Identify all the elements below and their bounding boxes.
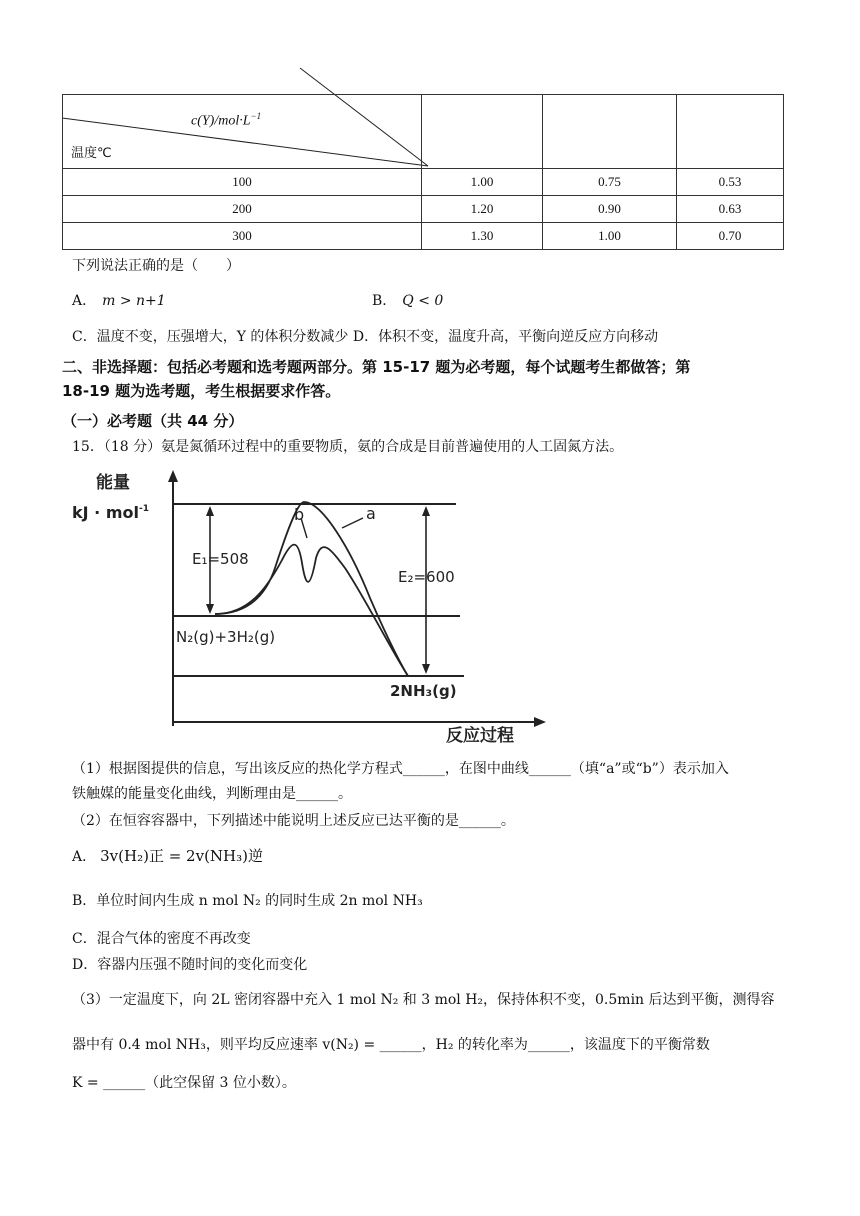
table-cell: 0.70: [677, 223, 784, 250]
q15-part2-option-d: D．容器内压强不随时间的变化而变化: [72, 957, 308, 973]
table-cell: 0.63: [677, 196, 784, 223]
q14-option-b: B． Q < 0: [372, 293, 444, 309]
table-row: [63, 196, 784, 223]
table-cell: 100: [63, 169, 422, 196]
q15-part1-line2: 铁触媒的能量变化曲线，判断理由是______。: [72, 786, 352, 802]
curve-a-leader: [342, 518, 363, 528]
e2-label: E₂=600: [398, 568, 455, 586]
y-axis-arrow: [168, 470, 178, 482]
q15-intro: 15．（18 分）氨是氮循环过程中的重要物质，氨的合成是目前普遍使用的人工固氮方法。: [72, 439, 624, 455]
table-cell: 300: [63, 223, 422, 250]
table-header-top: $c(Y)/mol\cdot L^{-1}$: [191, 111, 262, 129]
table-cell: 1.00: [422, 169, 543, 196]
q15-part3-line1: （3）一定温度下，向 2L 密闭容器中充入 1 mol N₂ 和 3 mol H₂，保持体积不变，0.5min 后达到平衡，测得容: [72, 992, 775, 1008]
y-label-unit: kJ · mol$^{-1}$: [72, 503, 149, 522]
energy-diagram: [60, 468, 560, 750]
q15-part3-line3: K = ______（此空保留 3 位小数）。: [72, 1075, 296, 1091]
q15-part2: （2）在恒容容器中，下列描述中能说明上述反应已达平衡的是______。: [72, 813, 515, 829]
q14-options-cd: C．温度不变，压强增大，Y 的体积分数减少 D．体积不变，温度升高，平衡向逆反应方向移动: [72, 329, 659, 345]
curve-a-label: a: [366, 504, 376, 523]
curve-a: [215, 502, 408, 676]
table-cell: 1.00: [543, 223, 677, 250]
x-axis-arrow: [534, 717, 546, 727]
table-header-row: [63, 95, 784, 169]
e1-label: E₁=508: [192, 550, 249, 568]
section2-line1: 二、非选择题：包括必考题和选考题两部分。第 15-17 题为必考题，每个试题考生都做答；第: [62, 358, 691, 376]
table-cell: 1.30: [422, 223, 543, 250]
table-cell: 0.75: [543, 169, 677, 196]
x-label: 反应过程: [446, 726, 514, 746]
q15-part3-line2: 器中有 0.4 mol NH₃，则平均反应速率 v(N₂) = ______，H₂ 的转化率为______，该温度下的平衡常数: [72, 1037, 710, 1053]
reactants-label: N₂(g)+3H₂(g): [176, 628, 276, 646]
table-row: [63, 169, 784, 196]
section2-subheading: （一）必考题（共 44 分）: [62, 412, 244, 430]
q14-stem: 下列说法正确的是（ ）: [72, 258, 240, 274]
table-cell: 200: [63, 196, 422, 223]
q15-part1-line1: （1）根据图提供的信息，写出该反应的热化学方程式______，在图中曲线______（填“a”或“b”）表示加入: [72, 761, 729, 777]
q15-part2-option-c: C．混合气体的密度不再改变: [72, 931, 251, 947]
data-table: [62, 94, 784, 250]
table-cell: 0.53: [677, 169, 784, 196]
table-cell: 1.20: [422, 196, 543, 223]
table-cell: 0.90: [543, 196, 677, 223]
curve-b-label: b: [294, 505, 305, 524]
table-header-empty-3: [677, 95, 784, 169]
q15-part2-option-b: B．单位时间内生成 n mol N₂ 的同时生成 2n mol NH₃: [72, 893, 423, 909]
product-label: 2NH₃(g): [390, 682, 457, 700]
q15-part2-option-a: A． 3v(H₂)正 = 2v(NH₃)逆: [72, 847, 263, 865]
table-corner-cell: [63, 95, 422, 169]
q14-option-a: A． m > n+1: [72, 293, 166, 309]
table-header-bottom: 温度℃: [71, 146, 112, 161]
table-header-empty-2: [543, 95, 677, 169]
table-header-empty-1: [422, 95, 543, 169]
table-row: [63, 223, 784, 250]
section2-line2: 18-19 题为选考题，考生根据要求作答。: [62, 382, 341, 400]
y-label-energy: 能量: [96, 473, 130, 493]
